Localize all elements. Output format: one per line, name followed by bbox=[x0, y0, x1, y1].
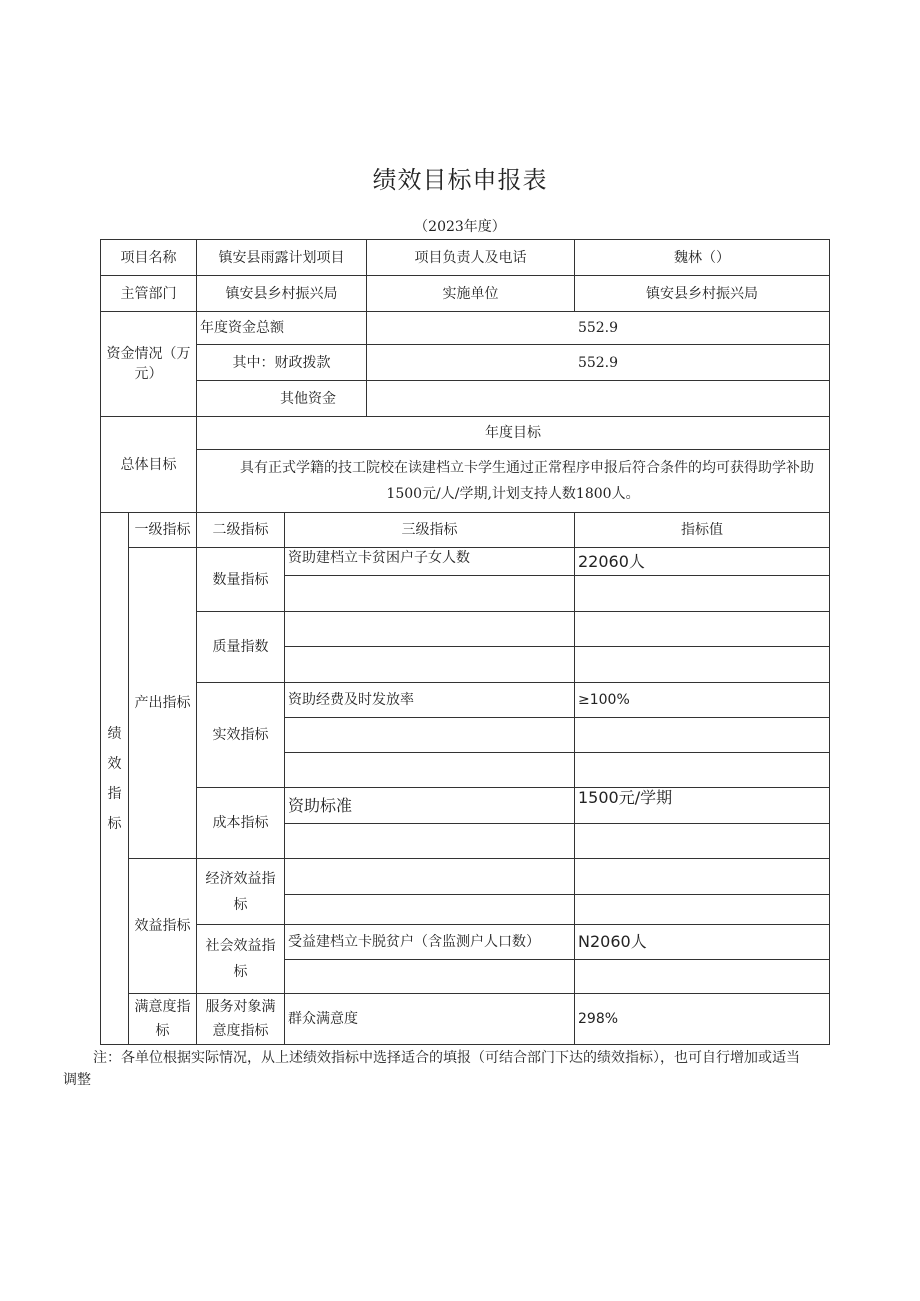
quantity-label: 数量指标 bbox=[197, 548, 285, 612]
timeliness-value-1: ≥100% bbox=[575, 683, 830, 718]
funding-fiscal-value: 552.9 bbox=[367, 345, 830, 381]
footnote: 注：各单位根据实际情况，从上述绩效指标中选择适合的填报（可结合部门下达的绩效指标），也可自行增加或适当调整 bbox=[63, 1050, 800, 1088]
goal-text: 具有正式学籍的技工院校在读建档立卡学生通过正常程序申报后符合条件的均可获得助学补助1500元/人/学期,计划支持人数1800人。 bbox=[197, 450, 830, 513]
unit-value: 镇安县乡村振兴局 bbox=[575, 276, 830, 312]
project-lead-value: 魏林（） bbox=[575, 240, 830, 276]
quality-label: 质量指数 bbox=[197, 612, 285, 683]
dept-label: 主管部门 bbox=[101, 276, 197, 312]
goal-header: 年度目标 bbox=[197, 417, 830, 450]
cost-label: 成本指标 bbox=[197, 788, 285, 859]
quantity-value-1: 22060人 bbox=[575, 548, 830, 576]
timeliness-name-3 bbox=[285, 753, 575, 788]
benefit-label: 效益指标 bbox=[129, 859, 197, 994]
timeliness-name-2 bbox=[285, 718, 575, 753]
project-lead-label: 项目负责人及电话 bbox=[367, 240, 575, 276]
social-name-1: 受益建档立卡脱贫户（含监测户人口数） bbox=[285, 925, 575, 960]
economic-name-1 bbox=[285, 859, 575, 895]
goal-label: 总体目标 bbox=[101, 417, 197, 513]
output-label: 产出指标 bbox=[129, 548, 197, 859]
quality-value-2 bbox=[575, 647, 830, 683]
timeliness-label: 实效指标 bbox=[197, 683, 285, 788]
satisfaction-value: 298% bbox=[575, 994, 830, 1045]
satisfaction-name: 群众满意度 bbox=[285, 994, 575, 1045]
social-label: 社会效益指标 bbox=[197, 925, 285, 994]
header-level2: 二级指标 bbox=[197, 513, 285, 548]
timeliness-value-3 bbox=[575, 753, 830, 788]
satisfaction-label: 满意度指标 bbox=[129, 994, 197, 1045]
dept-value: 镇安县乡村振兴局 bbox=[197, 276, 367, 312]
quantity-value-2 bbox=[575, 576, 830, 612]
funding-label: 资金情况（万元） bbox=[101, 312, 197, 417]
unit-label: 实施单位 bbox=[367, 276, 575, 312]
social-value-1: N2060人 bbox=[575, 925, 830, 960]
economic-label: 经济效益指标 bbox=[197, 859, 285, 925]
economic-name-2 bbox=[285, 895, 575, 925]
economic-value-2 bbox=[575, 895, 830, 925]
funding-fiscal-label: 其中：财政拨款 bbox=[197, 345, 367, 381]
header-level3: 三级指标 bbox=[285, 513, 575, 548]
cost-name-1: 资助标准 bbox=[285, 788, 575, 824]
indicators-label: 绩 效 指 标 bbox=[101, 513, 129, 1045]
fiscal-year: （2023年度） bbox=[414, 219, 506, 235]
funding-other-label: 其他资金 bbox=[197, 381, 367, 417]
project-name-label: 项目名称 bbox=[101, 240, 197, 276]
social-name-2 bbox=[285, 960, 575, 994]
cost-value-1: 1500元/学期 bbox=[575, 788, 830, 824]
timeliness-name-1: 资助经费及时发放率 bbox=[285, 683, 575, 718]
quality-name-1 bbox=[285, 612, 575, 647]
quality-value-1 bbox=[575, 612, 830, 647]
funding-total-label: 年度资金总额 bbox=[197, 312, 367, 345]
funding-other-value bbox=[367, 381, 830, 417]
funding-total-value: 552.9 bbox=[367, 312, 830, 345]
quality-name-2 bbox=[285, 647, 575, 683]
economic-value-1 bbox=[575, 859, 830, 895]
timeliness-value-2 bbox=[575, 718, 830, 753]
social-value-2 bbox=[575, 960, 830, 994]
indicators-table bbox=[100, 512, 830, 1045]
quantity-name-1: 资助建档立卡贫困户子女人数 bbox=[285, 548, 575, 576]
header-value: 指标值 bbox=[575, 513, 830, 548]
quantity-name-2 bbox=[285, 576, 575, 612]
performance-table bbox=[100, 239, 830, 513]
cost-name-2 bbox=[285, 824, 575, 859]
project-name-value: 镇安县雨露计划项目 bbox=[197, 240, 367, 276]
page-title: 绩效目标申报表 bbox=[372, 166, 548, 194]
service-satisfaction-label: 服务对象满意度指标 bbox=[197, 994, 285, 1045]
header-level1: 一级指标 bbox=[129, 513, 197, 548]
cost-value-2 bbox=[575, 824, 830, 859]
